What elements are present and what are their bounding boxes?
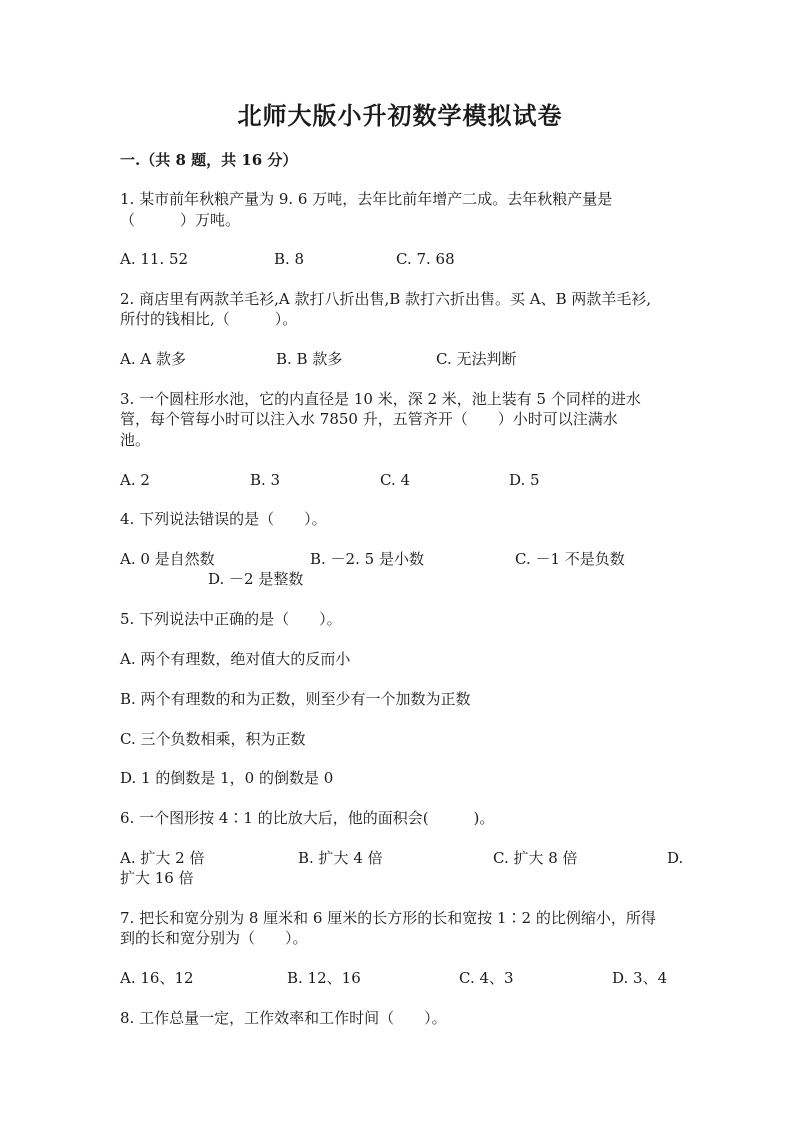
question-6-option-c: C. 扩大 8 倍 <box>493 849 578 867</box>
question-4-option-a: A. 0 是自然数 <box>120 550 215 568</box>
question-2-option-b: B. B 款多 <box>276 350 343 368</box>
page-title: 北师大版小升初数学模拟试卷 <box>237 101 563 130</box>
question-1-option-a: A. 11. 52 <box>120 250 189 268</box>
question-6-line-1: 6. 一个图形按 4∶1 的比放大后，他的面积会( )。 <box>120 809 495 827</box>
question-2-line-2: 所付的钱相比,（ ）。 <box>120 310 298 328</box>
question-6-option-d-label: D. <box>667 849 684 867</box>
question-6-option-b: B. 扩大 4 倍 <box>298 849 383 867</box>
question-4-line-1: 4. 下列说法错误的是（ ）。 <box>120 510 327 528</box>
question-6-option-d-text: 扩大 16 倍 <box>120 869 194 887</box>
question-3-option-d: D. 5 <box>509 471 540 489</box>
question-3-line-1: 3. 一个圆柱形水池，它的内直径是 10 米，深 2 米，池上装有 5 个同样的进水 <box>120 390 641 408</box>
question-3-option-c: C. 4 <box>380 471 411 489</box>
question-3-line-3: 池。 <box>120 431 151 449</box>
question-7-line-2: 到的长和宽分别为（ ）。 <box>120 929 308 947</box>
question-6-option-a: A. 扩大 2 倍 <box>120 849 205 867</box>
question-4-option-d: D. －2 是整数 <box>208 570 304 588</box>
question-7-line-1: 7. 把长和宽分别为 8 厘米和 6 厘米的长方形的长和宽按 1∶2 的比例缩小，所得 <box>120 909 656 927</box>
question-2-option-c: C. 无法判断 <box>436 350 517 368</box>
question-1-line-1: 1. 某市前年秋粮产量为 9. 6 万吨，去年比前年增产二成。去年秋粮产量是 <box>120 190 613 208</box>
question-5-option-d: D. 1 的倒数是 1，0 的倒数是 0 <box>120 769 334 787</box>
question-7-option-b: B. 12、16 <box>287 969 361 987</box>
question-5-line-1: 5. 下列说法中正确的是（ ）。 <box>120 610 342 628</box>
question-3-option-a: A. 2 <box>120 471 150 489</box>
question-3-option-b: B. 3 <box>250 471 281 489</box>
question-1-line-2: （ ）万吨。 <box>120 211 241 229</box>
question-4-option-b: B. －2. 5 是小数 <box>310 550 424 568</box>
question-1-option-c: C. 7. 68 <box>396 250 455 268</box>
question-3-line-2: 管，每个管每小时可以注入水 7850 升，五管齐开（ ）小时可以注满水 <box>120 410 618 428</box>
question-2-line-1: 2. 商店里有两款羊毛衫,A 款打八折出售,B 款打六折出售。买 A、B 两款羊毛衫, <box>120 290 652 308</box>
question-8-line-1: 8. 工作总量一定，工作效率和工作时间（ ）。 <box>120 1009 447 1027</box>
question-5-option-b: B. 两个有理数的和为正数，则至少有一个加数为正数 <box>120 690 471 708</box>
question-7-option-d: D. 3、4 <box>612 969 668 987</box>
question-5-option-a: A. 两个有理数，绝对值大的反而小 <box>120 650 351 668</box>
section-header: 一.（共 8 题，共 16 分） <box>120 151 298 169</box>
question-7-option-a: A. 16、12 <box>120 969 194 987</box>
question-2-option-a: A. A 款多 <box>120 350 186 368</box>
question-7-option-c: C. 4、3 <box>459 969 514 987</box>
question-5-option-c: C. 三个负数相乘，积为正数 <box>120 730 306 748</box>
question-1-option-b: B. 8 <box>274 250 305 268</box>
question-4-option-c: C. －1 不是负数 <box>515 550 625 568</box>
